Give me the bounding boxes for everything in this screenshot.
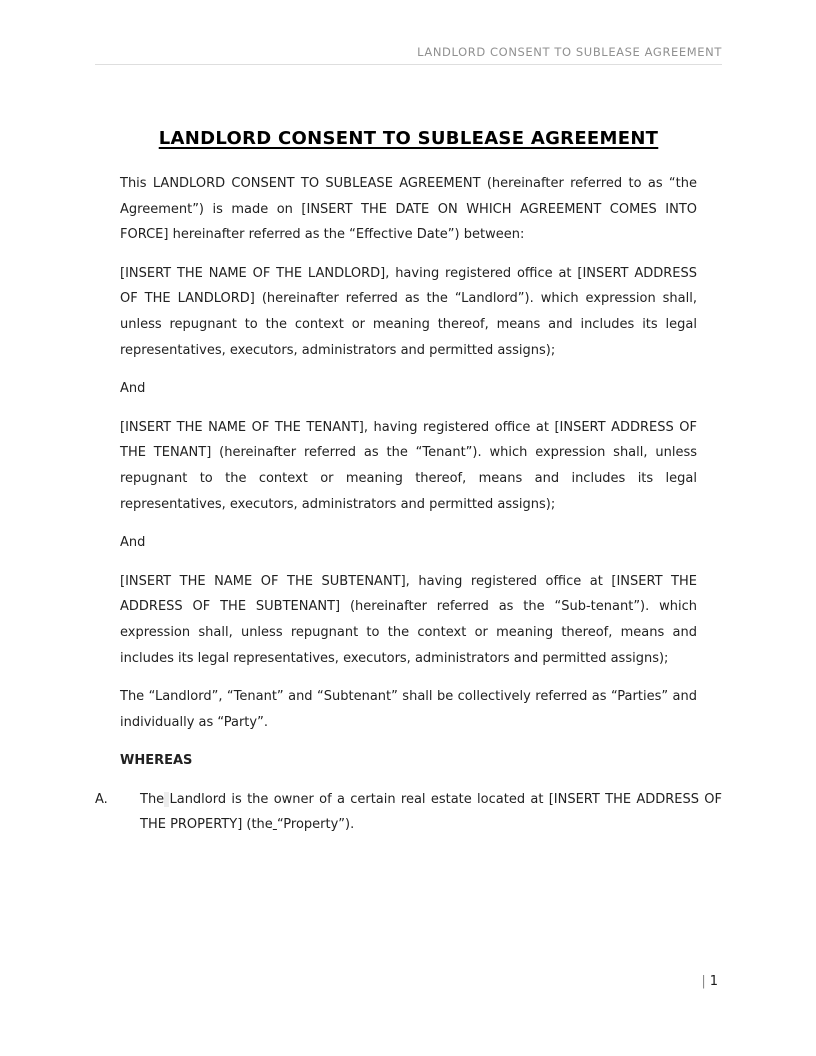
document-title bbox=[95, 128, 722, 150]
footer-separator: | bbox=[701, 974, 706, 989]
landlord-party-paragraph: [INSERT THE NAME OF THE LANDLORD], having registered office at [INSERT ADDRESS OF THE LANDLORD] (hereinafter referred as the “Landlord”). which expression shall, unless repugnant to the context or meaning thereof, means and includes its legal representatives, executors, administrators and permitted assigns); bbox=[120, 265, 697, 358]
page-number: 1 bbox=[709, 974, 718, 989]
recital-text bbox=[140, 787, 722, 838]
recital-text-start: The bbox=[140, 791, 165, 807]
running-header bbox=[95, 0, 722, 65]
document-title-text: LANDLORD CONSENT TO SUBLEASE AGREEMENT bbox=[158, 128, 659, 149]
connector-and-1: And bbox=[120, 381, 146, 397]
recital-marker: A. bbox=[95, 791, 108, 807]
connector-and-2: And bbox=[120, 535, 146, 551]
whereas-heading: WHEREAS bbox=[120, 753, 193, 769]
recital-text-end: “Property”). bbox=[276, 817, 355, 833]
tenant-party-paragraph: [INSERT THE NAME OF THE TENANT], having registered office at [INSERT ADDRESS OF THE TENANT] (hereinafter referred as the “Tenant”). which expression shall, unless repugnant to the context or meaning thereof, means and includes its legal representatives, executors, administrators and permitted assigns); bbox=[120, 419, 697, 512]
subtenant-party-paragraph: [INSERT THE NAME OF THE SUBTENANT], having registered office at [INSERT THE ADDRESS OF THE SUBTENANT] (hereinafter referred as the “Sub-tenant”). which expression shall, unless repugnant to the context or meaning thereof, means and includes its legal representatives, executors, administrators and permitted assigns); bbox=[120, 573, 697, 666]
page-footer bbox=[701, 973, 718, 990]
document-body bbox=[95, 64, 722, 851]
recital-item-a bbox=[95, 787, 722, 838]
parties-collective-paragraph: The “Landlord”, “Tenant” and “Subtenant” shall be collectively referred as “Parties” and individually as “Party”. bbox=[120, 689, 697, 730]
recital-text-middle: Landlord is the owner of a certain real estate located at [INSERT THE ADDRESS OF THE PROPERTY] (the bbox=[140, 791, 723, 833]
intro-paragraph: This LANDLORD CONSENT TO SUBLEASE AGREEMENT (hereinafter referred to as “the Agreement”) is made on [INSERT THE DATE ON WHICH AGREEMENT COMES INTO FORCE] hereinafter referred as the “Effective Date”) between: bbox=[120, 176, 697, 243]
running-header-title: LANDLORD CONSENT TO SUBLEASE AGREEMENT bbox=[417, 45, 722, 59]
